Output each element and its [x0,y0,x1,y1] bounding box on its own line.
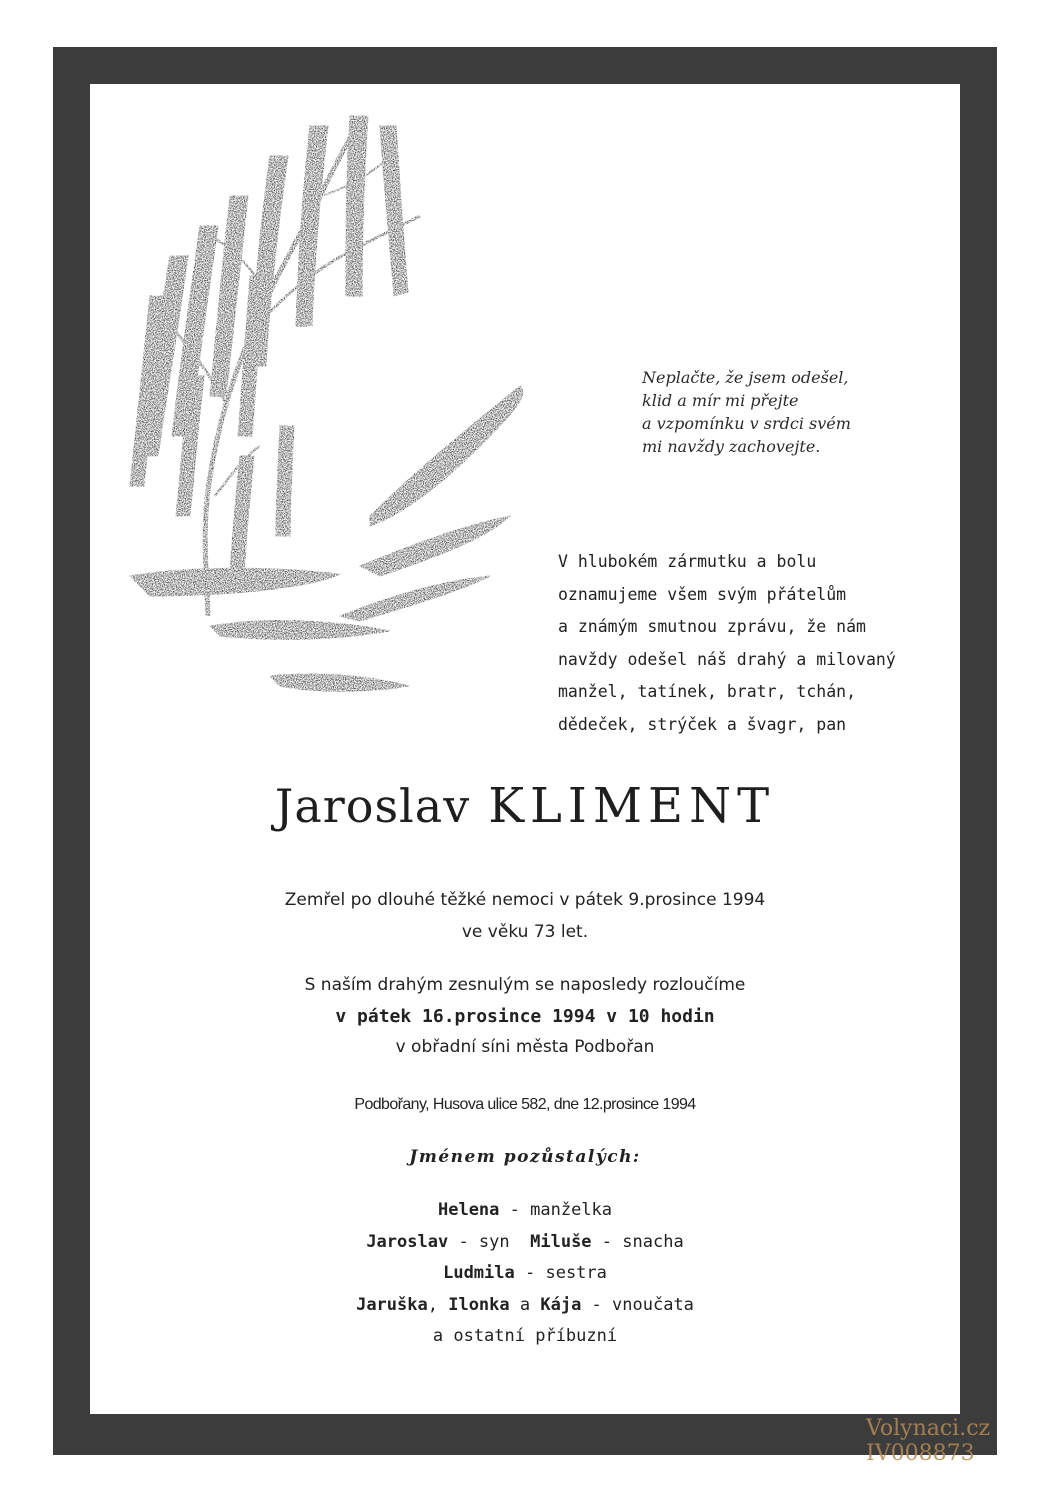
funeral-venue: v obřadní síni města Podbořan [395,1037,655,1057]
watermark-site: Volynaci.cz [866,1416,991,1441]
verse-line: Neplačte, že jsem odešel, [642,368,849,387]
separator: - [514,1263,546,1283]
relative-name: Kája [540,1294,582,1315]
relative-name: Ludmila [443,1263,515,1283]
farewell-line: S naším drahým zesnulým se naposledy rozloučíme [304,975,746,995]
relative-role: vnoučata [612,1294,694,1315]
relative-role: sestra [545,1263,607,1283]
watermark [866,1416,1046,1466]
separator: - [499,1200,531,1220]
verse [642,366,932,458]
announcement-line: a známým smutnou zprávu, že nám [558,617,866,636]
verse-line: a vzpomínku v srdci svém [642,414,851,433]
announcement-line: V hlubokém zármutku a bolu [558,552,817,571]
last-name: KLIMENT [488,778,776,834]
weeping-willow-illustration [110,96,610,736]
relative-name: Jaruška [356,1294,428,1315]
announcement-line: oznamujeme všem svým přátelům [558,584,847,604]
relative-row [90,1290,960,1322]
funeral-details [90,970,960,1063]
death-line: Zemřel po dlouhé těžké nemoci v pátek 9.prosince 1994 [284,890,766,910]
relative-name: Miluše [530,1231,592,1252]
place-and-date: Podbořany, Husova ulice 582, dne 12.prosince 1994 [354,1096,696,1113]
death-notice [90,884,960,948]
separator: - [591,1231,623,1252]
verse-line: klid a mír mi přejte [642,391,799,410]
relative-name: Jaroslav [366,1231,449,1252]
separator: - [448,1231,479,1252]
announcement-line: manžel, tatínek, bratr, tchán, [558,682,857,701]
conjunction: a [509,1294,541,1315]
comma: , [427,1294,449,1315]
relative-row [90,1227,960,1259]
relatives-list [90,1195,960,1353]
verse-line: mi navždy zachovejte. [642,437,821,456]
relative-row [90,1258,960,1290]
relative-name: Ilonka [448,1294,510,1315]
announcement-line: navždy odešel náš drahý a milovaný [558,649,896,669]
watermark-id: IV008873 [866,1441,975,1466]
age-line: ve věku 73 let. [461,922,589,942]
funeral-date: v pátek 16.prosince 1994 v 10 hodin [335,1006,715,1027]
deceased-name [90,778,960,834]
relative-role: manželka [530,1200,613,1220]
relative-row [90,1195,960,1227]
first-name: Jaroslav [274,779,471,833]
other-relatives: a ostatní příbuzní [432,1326,618,1346]
separator: - [581,1294,613,1315]
relative-name: Helena [437,1200,500,1220]
relative-role: syn [478,1231,510,1252]
announcement-line: dědeček, strýček a švagr, pan [558,714,847,734]
relative-role: snacha [622,1231,684,1252]
on-behalf-heading: Jménem pozůstalých: [409,1147,641,1167]
announcement-paragraph [558,546,958,741]
